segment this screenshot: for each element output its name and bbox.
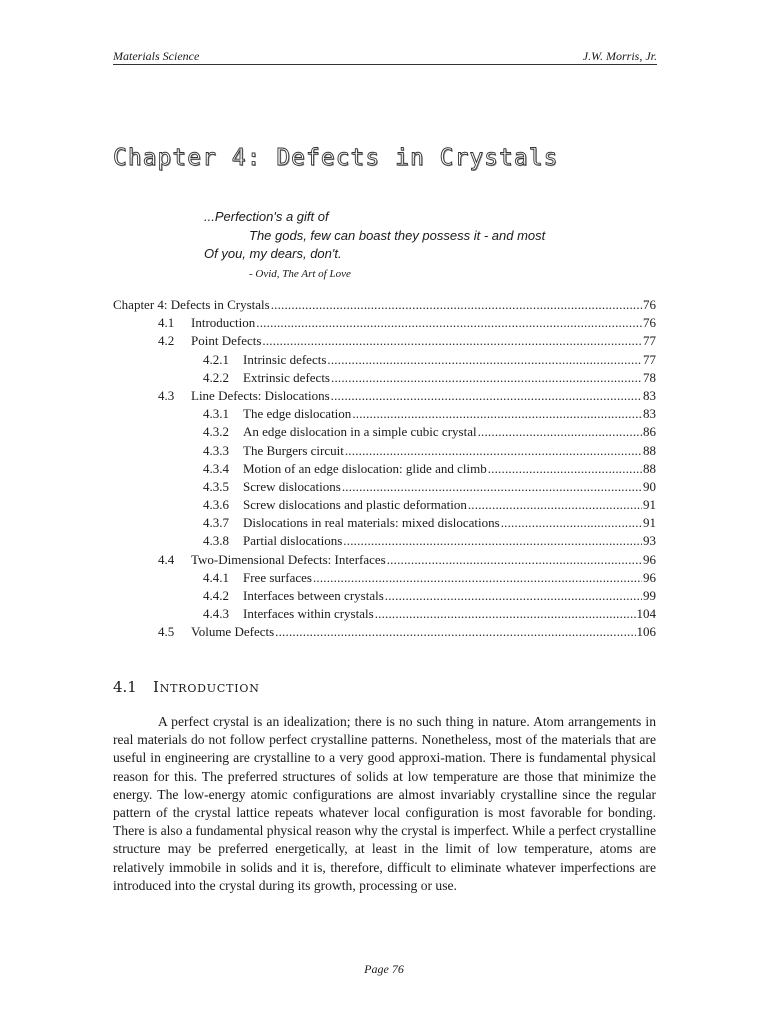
toc-entry[interactable] xyxy=(113,370,656,388)
toc-entry-title: Partial dislocations xyxy=(243,533,343,549)
toc-entry-title: Interfaces within crystals xyxy=(243,606,374,622)
toc-entry[interactable] xyxy=(113,515,656,533)
toc-leader-dots xyxy=(345,443,642,459)
toc-leader-dots xyxy=(478,424,642,440)
toc-entry-page: 88 xyxy=(643,460,656,476)
toc-entry-number: 4.3.2 xyxy=(203,424,229,440)
section-number: 4.1 xyxy=(113,678,137,696)
toc-leader-dots xyxy=(256,315,642,331)
toc-entry-page: 88 xyxy=(643,442,656,458)
toc-entry-number: 4.3.3 xyxy=(203,442,229,458)
section-heading xyxy=(113,678,260,696)
toc-entry[interactable] xyxy=(113,388,656,406)
toc-entry[interactable] xyxy=(113,479,656,497)
toc-entry[interactable] xyxy=(113,315,656,333)
toc-leader-dots xyxy=(343,533,642,549)
epigraph-line-2: The gods, few can boast they possess it - and most xyxy=(249,227,546,243)
toc-entry[interactable] xyxy=(113,552,656,570)
toc-entry-title: Chapter 4: Defects in Crystals xyxy=(113,297,270,312)
toc-leader-dots xyxy=(271,297,642,313)
toc-leader-dots xyxy=(313,570,642,586)
toc-entry-number: 4.4.2 xyxy=(203,588,229,603)
toc-entry[interactable] xyxy=(113,606,656,624)
toc-entry-page: 104 xyxy=(636,606,656,622)
toc-entry-title: Interfaces between crystals xyxy=(243,588,384,603)
epigraph xyxy=(204,208,545,283)
toc-entry-page: 86 xyxy=(643,424,656,440)
toc-entry-number: 4.3 xyxy=(158,387,175,403)
toc-entry[interactable] xyxy=(113,352,656,370)
toc-leader-dots xyxy=(468,497,642,513)
page-number-footer: Page 76 xyxy=(364,962,404,976)
toc-leader-dots xyxy=(387,552,642,568)
toc-entry-page: 78 xyxy=(643,369,656,385)
toc-entry-number: 4.4.1 xyxy=(203,569,229,585)
toc-entry-page: 91 xyxy=(643,515,656,531)
toc-entry-page: 93 xyxy=(643,533,656,549)
toc-entry-title: An edge dislocation in a simple cubic crystal xyxy=(243,424,477,440)
toc-entry-page: 91 xyxy=(643,497,656,513)
toc-entry-number: 4.3.5 xyxy=(203,478,229,494)
toc-entry[interactable] xyxy=(113,461,656,479)
toc-leader-dots xyxy=(331,388,642,404)
toc-entry-title: Intrinsic defects xyxy=(243,351,327,367)
toc-entry-number: 4.1 xyxy=(158,315,175,331)
toc-entry-number: 4.4.3 xyxy=(203,606,229,622)
toc-entry-title: Screw dislocations and plastic deformation xyxy=(243,497,467,513)
toc-entry-page: 96 xyxy=(643,569,656,585)
epigraph-line-3: Of you, my dears, don't. xyxy=(204,246,342,261)
toc-entry-page: 99 xyxy=(643,588,656,603)
toc-entry-page: 76 xyxy=(643,297,656,312)
toc-entry[interactable] xyxy=(113,443,656,461)
toc-entry-title: Introduction xyxy=(191,315,256,331)
toc-entry-number: 4.2 xyxy=(158,333,175,349)
toc-entry[interactable] xyxy=(113,333,656,351)
toc-entry[interactable] xyxy=(113,406,656,424)
toc-entry[interactable] xyxy=(113,533,656,551)
toc-entry-number: 4.2.1 xyxy=(203,351,229,367)
toc-entry-title: Free surfaces xyxy=(243,569,312,585)
toc-leader-dots xyxy=(327,352,642,368)
table-of-contents xyxy=(113,297,656,643)
toc-entry-title: Two-Dimensional Defects: Interfaces xyxy=(191,551,386,567)
toc-leader-dots xyxy=(275,624,635,640)
toc-entry-number: 4.3.7 xyxy=(203,515,229,531)
chapter-title: Chapter 4: Defects in Crystals xyxy=(113,145,559,171)
toc-entry-title: The Burgers circuit xyxy=(243,442,344,458)
section-title: Introduction xyxy=(153,678,260,696)
toc-entry-number: 4.3.4 xyxy=(203,460,229,476)
toc-entry-page: 76 xyxy=(643,315,656,331)
header-author: J.W. Morris, Jr. xyxy=(582,49,657,63)
toc-leader-dots xyxy=(488,461,642,477)
toc-leader-dots xyxy=(342,479,642,495)
epigraph-line-1: ...Perfection's a gift of xyxy=(204,209,329,224)
toc-entry-number: 4.5 xyxy=(158,624,175,640)
toc-entry-title: Extrinsic defects xyxy=(243,369,330,385)
toc-entry-title: Motion of an edge dislocation: glide and climb xyxy=(243,460,487,476)
toc-entry-number: 4.3.8 xyxy=(203,533,229,549)
toc-entry-number: 4.4 xyxy=(158,551,175,567)
toc-entry[interactable] xyxy=(113,570,656,588)
toc-entry-page: 77 xyxy=(643,333,656,349)
toc-entry-title: The edge dislocation xyxy=(243,406,352,422)
toc-entry-page: 83 xyxy=(643,406,656,422)
toc-entry-title: Dislocations in real materials: mixed dislocations xyxy=(243,515,500,531)
toc-entry-title: Screw dislocations xyxy=(243,478,341,494)
toc-entry[interactable] xyxy=(113,588,656,606)
toc-leader-dots xyxy=(375,606,636,622)
epigraph-attribution: - Ovid, The Art of Love xyxy=(249,267,351,280)
toc-entry-page: 106 xyxy=(636,624,656,640)
toc-entry-page: 90 xyxy=(643,478,656,494)
toc-entry-number: 4.3.1 xyxy=(203,406,229,422)
toc-entry-page: 83 xyxy=(643,387,656,403)
toc-entry-title: Line Defects: Dislocations xyxy=(191,387,330,403)
toc-leader-dots xyxy=(501,515,642,531)
toc-entry[interactable] xyxy=(113,297,656,315)
toc-entry-number: 4.2.2 xyxy=(203,369,229,385)
toc-entry[interactable] xyxy=(113,424,656,442)
toc-leader-dots xyxy=(262,333,642,349)
toc-entry-page: 77 xyxy=(643,351,656,367)
running-header xyxy=(113,48,657,65)
toc-leader-dots xyxy=(352,406,642,422)
toc-entry-page: 96 xyxy=(643,551,656,567)
body-paragraph: A perfect crystal is an idealization; there is no such thing in nature. Atom arrangements in real materials do not follow perfect crystalline patterns. Nonetheless, most of the materials that are useful in engineering are crystalline to a very good approxi-mation. There is fundamental physical reason for this. The preferred structures of solids at low temperature are those that minimize the energy. The low-energy atomic configurations are almost invariably crystalline since the regular pattern of the crystal lattice repeats whatever local configuration is most favorable for bonding. There is also a fundamental physical reason why the crystal is imperfect. While a perfect crystalline structure may be preferred energetically, at least in the limit of low temperature, atoms are relatively immobile in solids and it is, therefore, difficult to eliminate whatever imperfections are introduced into the crystal during its growth, processing or use. xyxy=(113,714,656,893)
toc-entry-title: Point Defects xyxy=(191,333,262,349)
toc-entry[interactable] xyxy=(113,624,656,642)
toc-entry-title: Volume Defects xyxy=(191,624,275,640)
header-book-title: Materials Science xyxy=(113,49,200,63)
toc-entry-number: 4.3.6 xyxy=(203,497,229,513)
toc-leader-dots xyxy=(331,370,642,386)
toc-leader-dots xyxy=(385,588,642,604)
toc-entry[interactable] xyxy=(113,497,656,515)
